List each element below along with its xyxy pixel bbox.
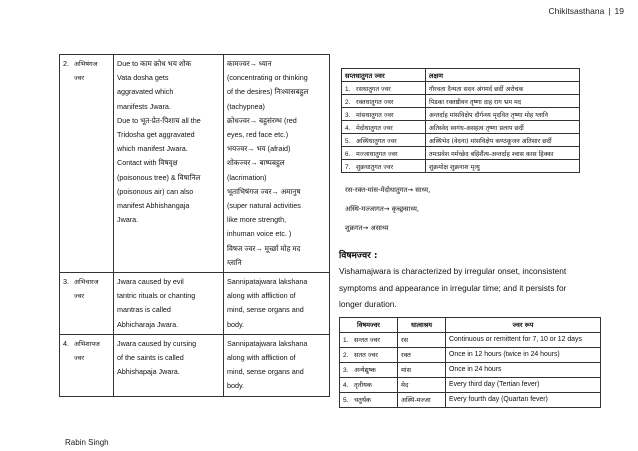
lakshana-cell — [224, 55, 330, 273]
dhatu-jwara-cell — [342, 95, 426, 108]
header-title: Chikitsasthana — [548, 6, 605, 16]
prognosis-line: रस-रक्त-मांस-मेदोधातुगत→ साध्य, — [345, 186, 431, 194]
row-number: 1. — [345, 85, 351, 93]
lakshana-line: (concentrating or thinking — [227, 73, 308, 83]
row-number: 5. — [343, 397, 349, 405]
cause-line: Contact with विषवृक्ष — [117, 158, 178, 168]
dhatu-lakshana-cell: शुक्रमोक्ष शुक्रनाश मृत्यु — [426, 160, 580, 173]
row-number: 3. — [345, 111, 351, 119]
vishama-name-cell — [340, 377, 398, 392]
cause-line: Jwara. — [117, 215, 139, 225]
footer-author: Rabin Singh — [65, 438, 109, 447]
dhatu-jwara-cell — [342, 108, 426, 121]
vishama-roopa-cell: Once in 24 hours — [446, 362, 601, 377]
lakshana-line: भयज्वर→ भय (afraid) — [227, 144, 291, 154]
dhatu-jwara-name: मज्जाधातुगत ज्वर — [356, 150, 398, 158]
row-number: 1. — [343, 337, 349, 345]
lakshana-line: (super natural activities — [227, 201, 301, 211]
dhatu-jwara-name: मेदोधातुगत ज्वर — [356, 124, 393, 132]
page-header — [549, 6, 624, 16]
lakshana-line: of the desires) निःश्वासबहुल — [227, 87, 309, 97]
jwara-name-text: अभिचारज — [74, 278, 99, 287]
cause-line: Due to भूत-प्रेत-पिशाच all the — [117, 115, 201, 125]
cause-line: Abhishapaja Jwara. — [117, 367, 180, 377]
table-row — [340, 377, 601, 392]
cause-line: mantras is called — [117, 305, 171, 315]
dhatu-jwara-name: रसधातुगत ज्वर — [356, 85, 391, 93]
vishama-name: सतत ज्वर — [354, 351, 378, 360]
dhatu-jwara-name: अस्थिधातुगत ज्वर — [356, 137, 397, 145]
row-number: 3. — [343, 367, 349, 375]
lakshana-line: inhuman voice etc. ) — [227, 229, 292, 239]
lakshana-line: ग्लानि — [227, 257, 242, 267]
table-row — [342, 160, 580, 173]
dhatu-jwara-name: शुक्रधातुगत ज्वर — [356, 163, 394, 171]
vishama-header-name: विषमज्वर — [340, 317, 398, 332]
cause-line: Jwara caused by evil — [117, 277, 184, 287]
table-row — [60, 273, 330, 335]
table-row — [340, 332, 601, 347]
vishama-roopa-cell: Every fourth day (Quartan fever) — [446, 392, 601, 407]
cause-line: (poisonous air) can also — [117, 186, 194, 196]
vishama-name-cell — [340, 362, 398, 377]
lakshana-line: body. — [227, 319, 245, 329]
jwara-types-table — [59, 54, 330, 397]
cause-line: (poisonous tree) & विषानिल — [117, 172, 201, 182]
dhatu-jwara-cell — [342, 134, 426, 147]
row-number: 2. — [343, 352, 349, 360]
cause-cell — [114, 55, 224, 273]
saptadhatu-header-name: सप्तधातुगत ज्वर — [342, 69, 426, 82]
jwara-name-text: अभिशापज — [74, 339, 100, 348]
vishama-roopa-cell: Continuous or remittent for 7, 10 or 12 days — [446, 332, 601, 347]
row-number: 3. — [63, 277, 69, 287]
row-number: 5. — [345, 137, 351, 145]
vishama-dhatu-cell: अस्थि-मज्जा — [398, 392, 446, 407]
jwara-name-cell — [60, 55, 114, 273]
lakshana-line: (lacrimation) — [227, 172, 267, 182]
table-row — [342, 121, 580, 134]
table-row — [342, 147, 580, 160]
cause-line: tantric rituals or chanting — [117, 291, 196, 301]
vishama-dhatu-cell: रक्त — [398, 347, 446, 362]
dhatu-lakshana-cell: गौरवता दैन्यता सदन अंगमर्द छर्दी अरोचक — [426, 82, 580, 95]
vishama-name: अन्येद्युष्क — [354, 366, 376, 375]
table-row — [340, 362, 601, 377]
row-number: 4. — [63, 338, 69, 348]
header-separator: | — [608, 6, 611, 16]
row-number: 6. — [345, 150, 351, 158]
jwara-name-text: अभिषंगज — [74, 60, 98, 68]
lakshana-cell — [224, 273, 330, 335]
cause-cell — [114, 334, 224, 396]
cause-line: aggravated which — [117, 87, 174, 97]
right-column — [339, 54, 603, 408]
dhatu-jwara-cell — [342, 160, 426, 173]
lakshana-line: along with affliction of — [227, 353, 296, 363]
prognosis-line: अस्थि-मज्जागत→ कृच्छ्रसाध्य, — [345, 205, 420, 213]
dhatu-lakshana-cell: तमःप्रवेश मर्मच्छेद बहिर्शैत्य-अन्तर्दाह श्वास कास हिक्का — [426, 147, 580, 160]
vishama-name-cell — [340, 392, 398, 407]
lakshana-line: like more strength, — [227, 215, 287, 225]
dhatu-jwara-name: रक्तधातुगत ज्वर — [356, 98, 394, 106]
dhatu-jwara-cell — [342, 147, 426, 160]
lakshana-line: along with affliction of — [227, 291, 296, 301]
row-number: 2. — [345, 98, 351, 106]
saptadhatu-header-lakshana: लक्षण — [426, 69, 580, 82]
vishama-header-roopa: ज्वर रूप — [446, 317, 601, 332]
cause-line: Due to काम क्रोध भय शोक — [117, 59, 192, 68]
row-number: 7. — [345, 163, 351, 171]
vishama-roopa-cell: Every third day (Tertian fever) — [446, 377, 601, 392]
lakshana-line: भूताभिषंगज ज्वर→ अमानुष — [227, 186, 301, 196]
vishama-header-dhatu: धात्वाश्रय — [398, 317, 446, 332]
lakshana-line: mind, sense organs and — [227, 367, 304, 377]
dhatu-lakshana-cell: अस्थिभेद (वेदना) मांसविक्षेप कण्ठकूजन अतिसार छर्दी — [426, 134, 580, 147]
jwara-name-line: ज्वर — [74, 292, 84, 301]
table-row — [60, 334, 330, 396]
jwara-name-line — [63, 275, 110, 289]
lakshana-line: क्रोधज्वर→ बहुसंरम्भ (red — [227, 115, 297, 125]
vishama-description — [339, 263, 603, 313]
cause-line: manifests Jwara. — [117, 101, 171, 111]
prognosis-list — [339, 181, 603, 238]
vishama-dhatu-cell: रस — [398, 332, 446, 347]
cause-line: which manifest Jwara. — [117, 144, 188, 154]
dhatu-lakshana-cell: पिडका रक्तष्ठीवन तृष्णा दाह राग भ्रम मद — [426, 95, 580, 108]
table-row — [342, 108, 580, 121]
table-row — [342, 95, 580, 108]
lakshana-line: कामज्वर→ ध्यान — [227, 59, 272, 68]
jwara-name-line: ज्वर — [74, 354, 84, 363]
vishama-heading: विषमज्वर : — [339, 251, 378, 261]
jwara-name-line — [63, 57, 110, 71]
vishama-name-cell — [340, 347, 398, 362]
lakshana-line: शोकज्वर→ बाष्पबहुल — [227, 158, 285, 168]
prognosis-line: शुक्रगत→ असाध्य — [345, 224, 389, 232]
row-number: 2. — [63, 59, 69, 68]
cause-line: manifest Abhishangaja — [117, 201, 190, 211]
vishama-name: तृतीयक — [354, 381, 372, 390]
row-number: 4. — [345, 124, 351, 132]
dhatu-jwara-cell — [342, 82, 426, 95]
vishama-dhatu-cell: मेद — [398, 377, 446, 392]
cause-cell — [114, 273, 224, 335]
cause-line: Vata dosha gets — [117, 73, 169, 83]
jwara-name-cell — [60, 334, 114, 396]
cause-line: of the saints is called — [117, 353, 184, 363]
table-row — [342, 82, 580, 95]
cause-line: Abhicharaja Jwara. — [117, 319, 179, 329]
lakshana-line: विषज ज्वर→ मूर्च्छा मोह मद — [227, 243, 301, 253]
vishama-table — [339, 317, 601, 408]
vishama-roopa-cell: Once in 12 hours (twice in 24 hours) — [446, 347, 601, 362]
table-row — [60, 55, 330, 273]
saptadhatu-table — [341, 68, 580, 173]
lakshana-cell — [224, 334, 330, 396]
vishama-name-cell — [340, 332, 398, 347]
cause-line: Jwara caused by cursing — [117, 338, 197, 348]
dhatu-lakshana-cell: अन्तर्दाह मांसविक्षेप दौर्गन्ध्य मृदवित तृष्णा मोह ग्लानि — [426, 108, 580, 121]
jwara-name-line — [63, 337, 110, 351]
vishama-line: longer duration. — [339, 299, 397, 310]
table-row — [340, 347, 601, 362]
vishama-dhatu-cell: मांस — [398, 362, 446, 377]
page-number: 19 — [614, 6, 624, 16]
table-row — [342, 134, 580, 147]
lakshana-line: mind, sense organs and — [227, 305, 304, 315]
jwara-name-line: ज्वर — [74, 74, 84, 83]
dhatu-jwara-cell — [342, 121, 426, 134]
vishama-name: सन्तत ज्वर — [354, 336, 380, 345]
lakshana-line: (tachypnea) — [227, 101, 265, 111]
lakshana-line: Sannipatajwara lakshana — [227, 277, 308, 287]
jwara-name-cell — [60, 273, 114, 335]
vishama-name: चतुर्थक — [354, 396, 371, 405]
table-row — [340, 392, 601, 407]
vishama-line: Vishamajwara is characterized by irregular onset, inconsistent — [339, 266, 567, 276]
lakshana-line: body. — [227, 381, 245, 391]
row-number: 4. — [343, 382, 349, 390]
vishama-line: symptoms and appearance in irregular time; and it persists for — [339, 282, 567, 293]
cause-line: Tridosha get aggravated — [117, 130, 195, 140]
dhatu-jwara-name: मांसधातुगत ज्वर — [356, 111, 394, 119]
lakshana-line: eyes, red face etc.) — [227, 130, 289, 140]
dhatu-lakshana-cell: अतिस्वेद स्वगंध-असहत्व तृष्णा प्रलाप छर्दी — [426, 121, 580, 134]
lakshana-line: Sannipatajwara lakshana — [227, 338, 308, 348]
